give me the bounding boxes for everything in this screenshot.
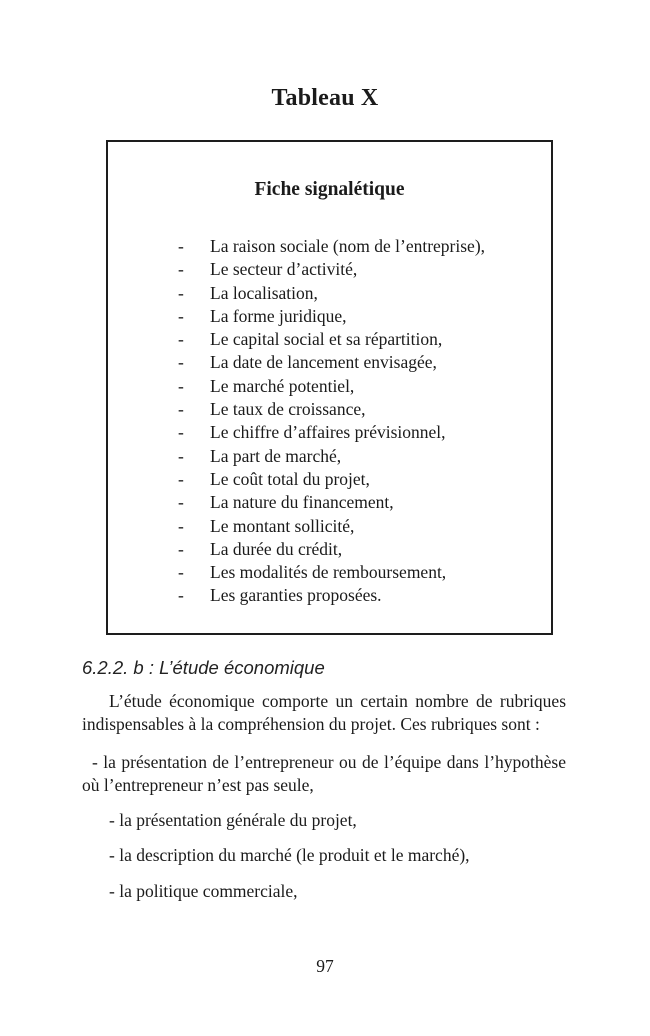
fiche-item [178, 515, 543, 538]
fiche-item [178, 258, 543, 281]
dash-bullet: - [178, 585, 184, 606]
dash-bullet: - [178, 259, 184, 280]
fiche-item [178, 421, 543, 444]
page-number: 97 [316, 956, 334, 976]
fiche-item [178, 491, 543, 514]
dash-bullet: - [178, 492, 184, 513]
fiche-item [178, 282, 543, 305]
section-body [82, 690, 566, 903]
fiche-item [178, 445, 543, 468]
dash-bullet: - [178, 375, 184, 396]
fiche-item-text: La part de marché, [210, 445, 342, 466]
section-heading: 6.2.2. b : L’étude économique [82, 657, 325, 678]
fiche-item-text: La durée du crédit, [210, 538, 343, 559]
fiche-item-text: La raison sociale (nom de l’entreprise), [210, 236, 486, 256]
dash-bullet: - [178, 468, 184, 489]
dash-bullet: - [178, 515, 184, 536]
dash-bullet: - [178, 305, 184, 326]
fiche-box [106, 140, 553, 635]
dash-bullet: - [178, 562, 184, 583]
fiche-item [178, 235, 543, 258]
section-paragraph: L’étude économique comporte un certain nombre de rubriques indispensables à la compréhension du projet. Ces rubriques sont : [82, 691, 566, 735]
fiche-item-text: La date de lancement envisagée, [210, 352, 437, 373]
dash-bullet: - [178, 538, 184, 559]
fiche-list [108, 235, 551, 608]
fiche-item [178, 305, 543, 328]
fiche-item-text: Le coût total du projet, [210, 468, 370, 489]
fiche-item-text: La forme juridique, [210, 305, 347, 326]
fiche-item [178, 561, 543, 584]
fiche-item-text: Le secteur d’activité, [210, 259, 358, 280]
fiche-item-text: Le montant sollicité, [210, 515, 355, 536]
fiche-item [178, 584, 543, 607]
dash-bullet: - [178, 352, 184, 373]
fiche-item [178, 375, 543, 398]
fiche-item-text: Le taux de croissance, [210, 399, 366, 420]
page-title: Tableau X [271, 85, 379, 111]
dash-bullet: - [178, 329, 184, 350]
fiche-item-text: Le chiffre d’affaires prévisionnel, [210, 422, 446, 443]
dash-bullet: - [178, 236, 184, 256]
fiche-item-text: Les modalités de remboursement, [210, 562, 447, 583]
dash-bullet: - [178, 282, 184, 303]
fiche-heading: Fiche signalétique [254, 179, 405, 200]
section-list-item: - la politique commerciale, [109, 880, 298, 901]
fiche-item-text: La localisation, [210, 282, 318, 303]
fiche-item-text: Les garanties proposées. [210, 585, 382, 606]
section-list-item: - la présentation générale du projet, [109, 810, 357, 831]
fiche-item [178, 398, 543, 421]
fiche-item-text: La nature du financement, [210, 492, 394, 513]
fiche-item-text: Le capital social et sa répartition, [210, 329, 443, 350]
fiche-item [178, 538, 543, 561]
fiche-item-text: Le marché potentiel, [210, 375, 355, 396]
section-list-item: - la présentation de l’entrepreneur ou de l’équipe dans l’hypothèse où l’entrepreneur n’est pas seule, [82, 751, 566, 795]
dash-bullet: - [178, 445, 184, 466]
dash-bullet: - [178, 422, 184, 443]
fiche-item [178, 328, 543, 351]
fiche-item [178, 468, 543, 491]
fiche-item [178, 351, 543, 374]
dash-bullet: - [178, 399, 184, 420]
section-list-item: - la description du marché (le produit et le marché), [109, 845, 470, 866]
